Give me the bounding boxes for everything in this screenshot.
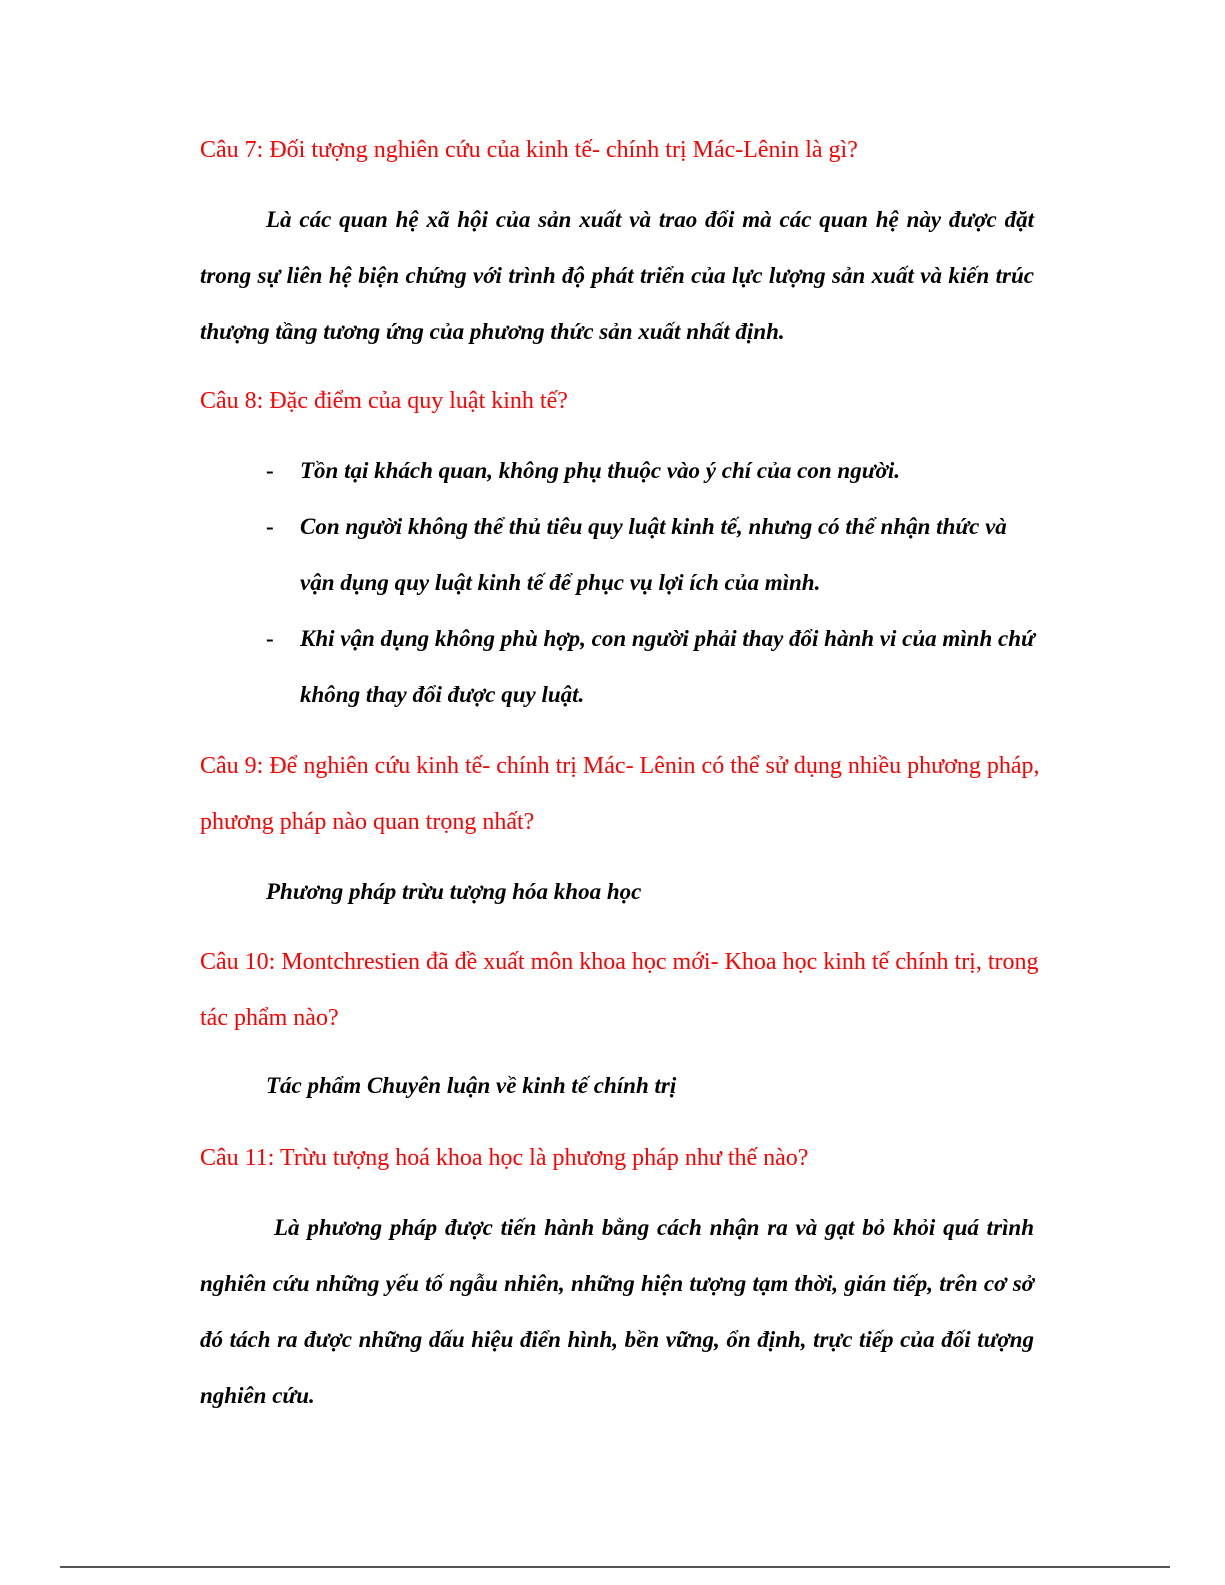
list-item [266,499,1046,611]
answer-11: Là phương pháp được tiến hành bằng cách nhận ra và gạt bỏ khỏi quá trình nghiên cứu những yếu tố ngẫu nhiên, những hiện tượng tạm thời, gián tiếp, trên cơ sở đó tách ra được những dấu hiệu điển hình, bền vững, ổn định, trực tiếp của đối tượng nghiên cứu. [200,1215,1034,1408]
question-9: Câu 9: Để nghiên cứu kinh tế- chính trị Mác- Lênin có thể sử dụng nhiều phương pháp, phương pháp nào quan trọng nhất? [200,753,1040,835]
answer-7: Là các quan hệ xã hội của sản xuất và trao đổi mà các quan hệ này được đặt trong sự liên hệ biện chứng với trình độ phát triển của lực lượng sản xuất và kiến trúc thượng tầng tương ứng của phương thức sản xuất nhất định. [200,207,1034,344]
question-10: Câu 10: Montchrestien đã đề xuất môn khoa học mới- Khoa học kinh tế chính trị, trong tác phẩm nào? [200,949,1039,1031]
list-item [266,611,1046,723]
answer-10: Tác phẩm Chuyên luận về kinh tế chính trị [266,1073,677,1098]
list-item-text: Khi vận dụng không phù hợp, con người phải thay đổi hành vi của mình chứ không thay đổi được quy luật. [300,626,1035,707]
question-7: Câu 7: Đối tượng nghiên cứu của kinh tế- chính trị Mác-Lênin là gì? [200,137,858,163]
list-item [266,443,1046,499]
list-item-text: Con người không thể thủ tiêu quy luật kinh tế, nhưng có thể nhận thức và vận dụng quy luật kinh tế để phục vụ lợi ích của mình. [300,514,1007,595]
answer-8-list [266,443,1046,723]
answer-9: Phương pháp trừu tượng hóa khoa học [266,879,642,904]
bullet-dash: - [266,626,274,651]
page-bottom-rule [60,1566,1170,1568]
bullet-dash: - [266,458,274,483]
list-item-text: Tồn tại khách quan, không phụ thuộc vào ý chí của con người. [300,458,900,483]
bullet-dash: - [266,514,274,539]
question-11: Câu 11: Trừu tượng hoá khoa học là phương pháp như thế nào? [200,1145,809,1171]
question-8: Câu 8: Đặc điểm của quy luật kinh tế? [200,388,568,414]
